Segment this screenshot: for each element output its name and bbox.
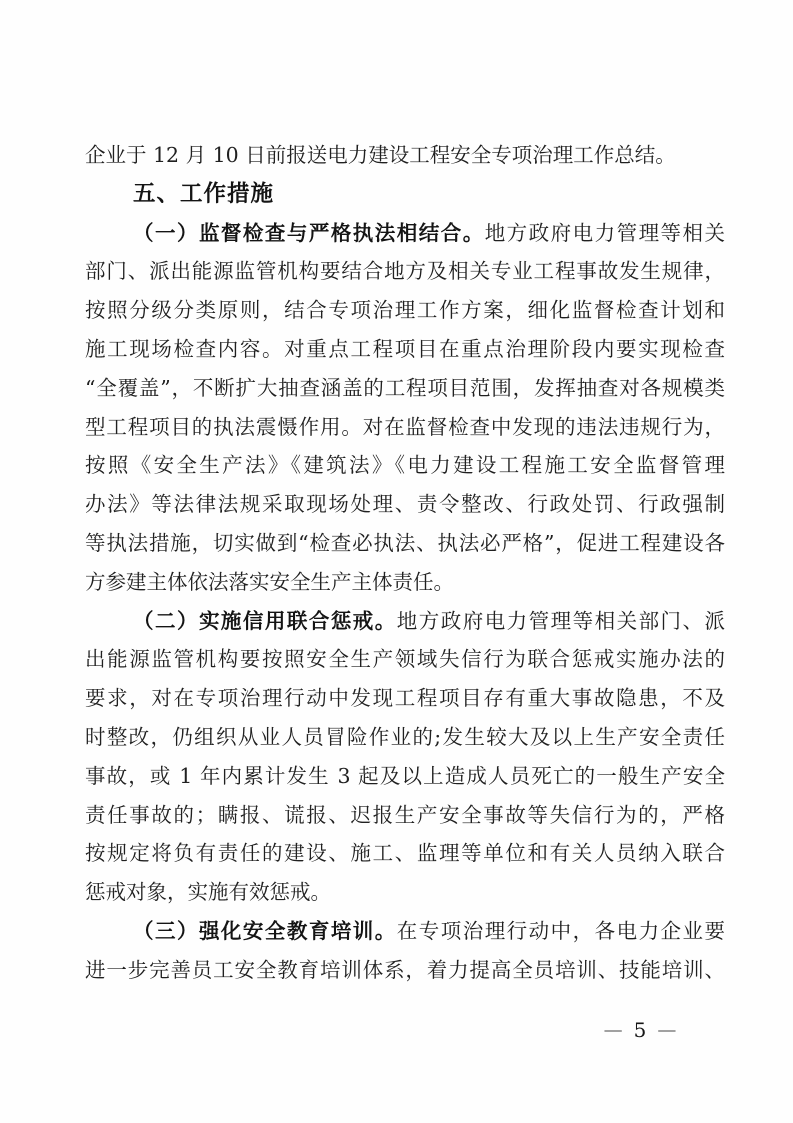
text-line — [85, 796, 725, 835]
section-heading — [85, 175, 725, 214]
text-line — [85, 951, 725, 990]
paragraph-lead: （三）强化安全教育培训。 — [133, 918, 397, 943]
line-text: 按照分级分类原则，结合专项治理工作方案，细化监督检查计划和 — [85, 298, 725, 323]
line-text: 企业于 12 月 10 日前报送电力建设工程安全专项治理工作总结。 — [85, 143, 676, 167]
line-text: 出能源监管机构要按照安全生产领域失信行为联合惩戒实施办法的 — [85, 647, 725, 672]
text-line — [85, 757, 725, 796]
paragraph-first-line — [85, 214, 725, 253]
paragraph-lead: （二）实施信用联合惩戒。 — [133, 608, 397, 633]
text-line — [85, 136, 725, 175]
text-line — [85, 485, 725, 524]
paragraph-last-line — [85, 563, 725, 602]
line-text: 责任事故的；瞒报、谎报、迟报生产安全事故等失信行为的，严格 — [85, 802, 725, 827]
line-text: 按照《安全生产法》《建筑法》《电力建设工程施工安全监督管理 — [85, 453, 725, 478]
text-line — [85, 834, 725, 873]
line-text: 地方政府电力管理等相关部门、派 — [396, 608, 725, 633]
text-line — [85, 330, 725, 369]
line-text: 等执法措施，切实做到“检查必执法、执法必严格”，促进工程建设各 — [85, 530, 725, 555]
text-line — [85, 446, 725, 485]
document-body — [85, 136, 725, 990]
line-text: 办法》等法律法规采取现场处理、责令整改、行政处罚、行政强制 — [85, 492, 725, 517]
text-line — [85, 524, 725, 563]
line-text: 在专项治理行动中，各电力企业要 — [396, 918, 725, 943]
section-heading-text: 五、工作措施 — [133, 180, 275, 207]
paragraph-first-line — [85, 912, 725, 951]
line-text: 施工现场检查内容。对重点工程项目在重点治理阶段内要实现检查 — [85, 336, 725, 361]
text-line — [85, 369, 725, 408]
line-text: 要求，对在专项治理行动中发现工程项目存有重大事故隐患，不及 — [85, 686, 725, 711]
page-number: 5 — [633, 1018, 647, 1042]
paragraph-lead: （一）监督检查与严格执法相结合。 — [133, 220, 485, 245]
line-text: 部门、派出能源监管机构要结合地方及相关专业工程事故发生规律， — [85, 259, 725, 284]
line-text: 惩戒对象，实施有效惩戒。 — [85, 880, 331, 905]
text-line — [85, 291, 725, 330]
footer-dash-left: — — [603, 1021, 623, 1039]
line-text: 时整改，仍组织从业人员冒险作业的;发生较大及以上生产安全责任 — [85, 724, 725, 749]
footer-dash-right: — — [657, 1021, 677, 1039]
line-text: 事故，或 1 年内累计发生 3 起及以上造成人员死亡的一般生产安全 — [85, 763, 725, 788]
text-line — [85, 408, 725, 447]
text-line — [85, 679, 725, 718]
line-text: 按规定将负有责任的建设、施工、监理等单位和有关人员纳入联合 — [85, 841, 725, 866]
paragraph-last-line — [85, 873, 725, 912]
line-text: 型工程项目的执法震慑作用。对在监督检查中发现的违法违规行为， — [85, 414, 725, 439]
text-line — [85, 252, 725, 291]
line-text: 方参建主体依法落实安全生产主体责任。 — [85, 569, 454, 594]
line-text: 进一步完善员工安全教育培训体系，着力提高全员培训、技能培训、 — [85, 957, 725, 982]
line-text: 地方政府电力管理等相关 — [484, 220, 725, 245]
text-line — [85, 718, 725, 757]
text-line — [85, 640, 725, 679]
page-footer — [595, 1018, 685, 1042]
line-text: “全覆盖”，不断扩大抽查涵盖的工程项目范围，发挥抽查对各规模类 — [85, 375, 725, 400]
paragraph-first-line — [85, 602, 725, 641]
